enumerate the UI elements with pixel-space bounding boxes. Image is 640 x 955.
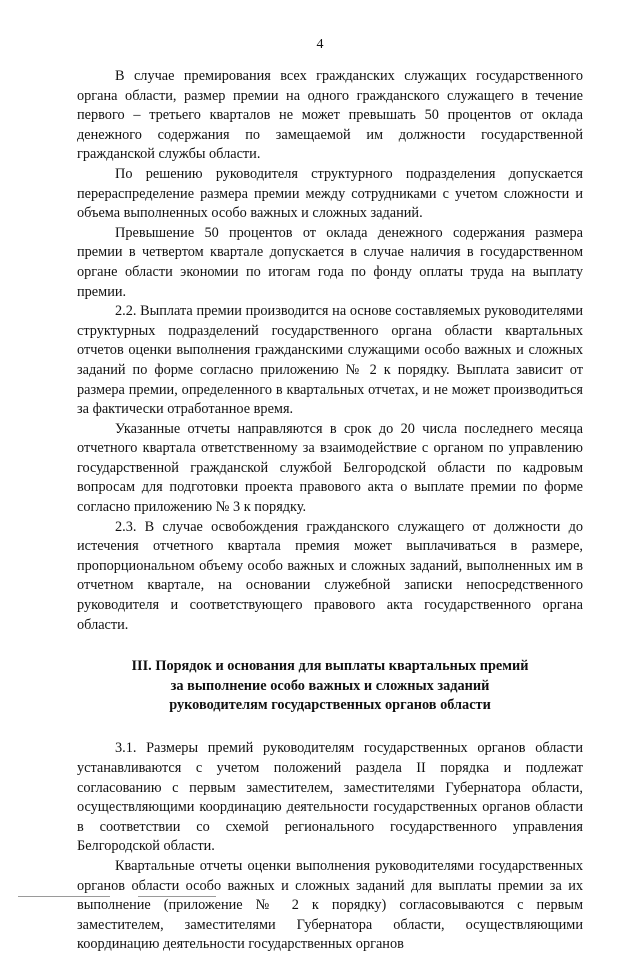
page-number: 4 bbox=[316, 37, 324, 52]
footer-scan-lines bbox=[0, 896, 640, 900]
paragraph-fourth-quarter-excess: Превышение 50 процентов от оклада денежного содержания размера премии в четвертом квартале допускается в случае наличия в государственном органе области экономии по итогам года по фонду оплаты труда на выплату премии. bbox=[77, 224, 583, 300]
paragraph-bonus-limit: В случае премирования всех гражданских служащих государственного органа области, размер премии на одного гражданского служащего в течение первого – третьего кварталов не может превышать 50 процентов от оклада денежного содержания по замещаемой им должности государственной гражданской службы области. bbox=[77, 68, 583, 163]
section-heading-line-1: III. Порядок и основания для выплаты квартальных премий bbox=[131, 658, 529, 675]
section-heading-line-3: руководителям государственных органов области bbox=[169, 697, 491, 714]
paragraph-quarterly-reports-heads: Квартальные отчеты оценки выполнения руководителями государственных органов области особо важных и сложных заданий для выплаты премии за их выполнение (приложение № 2 к порядку) согласовываются с первым заместителем, заместителями Губернатора области, осуществляющими координацию деятельности государственных органов bbox=[77, 858, 583, 953]
paragraph-3-1: 3.1. Размеры премий руководителям государственных органов области устанавливаются с учетом положений раздела II порядка и подлежат согласованию с первым заместителем, заместителями Губернатора области, осуществляющими координацию деятельности государственных органов области в соответствии со схемой регионального государственного управления Белгородской области. bbox=[77, 740, 583, 855]
paragraph-2-2: 2.2. Выплата премии производится на основе составляемых руководителями структурных подразделений государственного органа области квартальных отчетов оценки выполнения гражданскими служащими особо важных и сложных заданий по форме согласно приложению № 2 к порядку. Выплата зависит от размера премии, определенного в квартальных отчетах, и не может производиться за фактически отработанное время. bbox=[77, 303, 583, 418]
section-heading-line-2: за выполнение особо важных и сложных заданий bbox=[170, 677, 490, 694]
section-heading-iii bbox=[77, 657, 583, 715]
paragraph-2-3: 2.3. В случае освобождения гражданского служащего от должности до истечения отчетного квартала премия может выплачиваться в размере, пропорциональном объему особо важных и сложных заданий, выполненных им в отчетном квартале, на основании служебной записки непосредственного руководителя и соответствующего правового акта государственного органа области. bbox=[77, 518, 583, 633]
footer-line-left bbox=[18, 896, 110, 897]
footer-line-middle bbox=[138, 896, 216, 897]
document-body bbox=[77, 67, 583, 955]
paragraph-reports-deadline: Указанные отчеты направляются в срок до 20 числа последнего месяца отчетного квартала ответственному за взаимодействие с органом по управлению государственной гражданской службой Белгородской области по кадровым вопросам для подготовки проекта правового акта о выплате премии по форме согласно приложению № 3 к порядку. bbox=[77, 420, 583, 516]
paragraph-bonus-redistribution: По решению руководителя структурного подразделения допускается перераспределение размера премии между сотрудниками с учетом сложности и объема выполненных особо важных и сложных заданий. bbox=[77, 165, 583, 222]
